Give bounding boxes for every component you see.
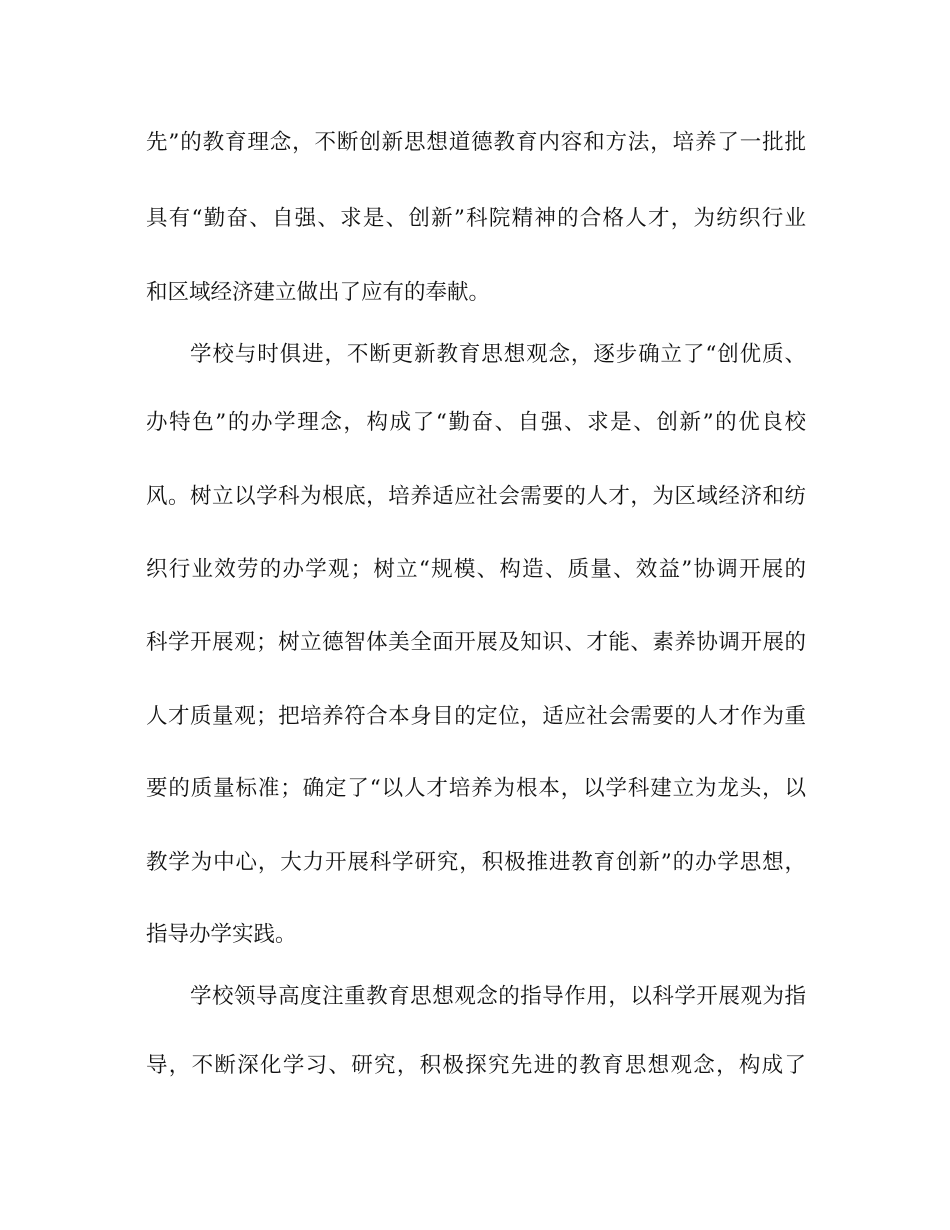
paragraph-first-line: 学校领导高度注重教育思想观念的指导作用，以科学开展观为指 xyxy=(190,984,806,1009)
text-line: 先”的教育理念，不断创新思想道德教育内容和方法，培养了一批批 xyxy=(146,130,806,155)
paragraph-first-line: 学校与时俱进，不断更新教育思想观念，逐步确立了“创优质、 xyxy=(190,342,806,367)
text-line: 教学为中心，大力开展科学研究，积极推进教育创新”的办学思想， xyxy=(146,850,806,875)
text-line: 风。树立以学科为根底，培养适应社会需要的人才，为区域经济和纺 xyxy=(146,484,806,509)
text-line: 要的质量标准；确定了“以人才培养为根本，以学科建立为龙头，以 xyxy=(146,776,806,801)
text-line: 织行业效劳的办学观；树立“规模、构造、质量、效益”协调开展的 xyxy=(146,557,806,582)
text-line: 指导办学实践。 xyxy=(146,922,297,947)
text-line: 导，不断深化学习、研究，积极探究先进的教育思想观念，构成了 xyxy=(146,1053,806,1078)
text-line: 科学开展观；树立德智体美全面开展及知识、才能、素养协调开展的 xyxy=(146,630,806,655)
text-line: 具有“勤奋、自强、求是、创新”科院精神的合格人才，为纺织行业 xyxy=(146,206,806,231)
text-line: 人才质量观；把培养符合本身目的定位，适应社会需要的人才作为重 xyxy=(146,704,806,729)
text-line: 办特色”的办学理念，构成了“勤奋、自强、求是、创新”的优良校 xyxy=(146,410,806,435)
text-line: 和区域经济建立做出了应有的奉献。 xyxy=(146,280,491,305)
